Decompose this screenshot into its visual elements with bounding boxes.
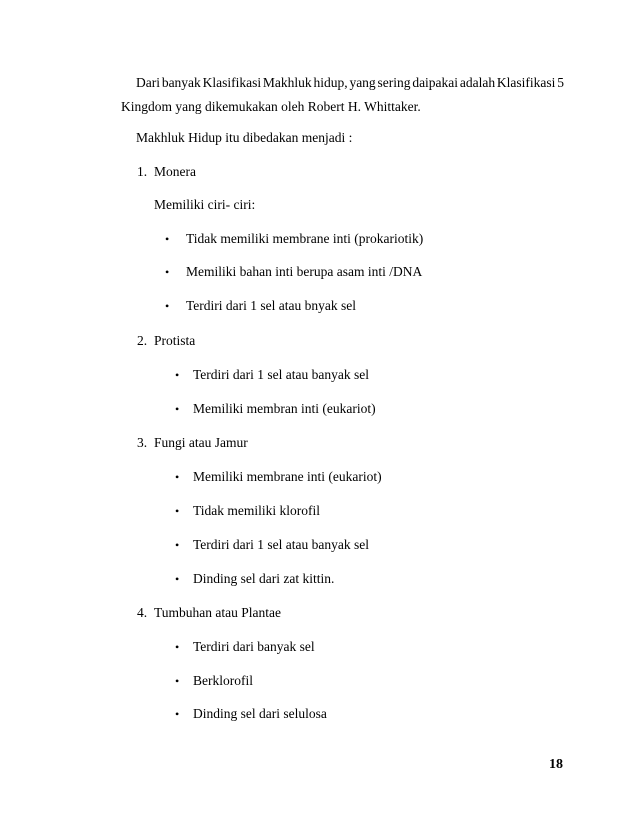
list-item: Terdiri dari 1 sel atau banyak sel xyxy=(193,367,369,382)
intro-word: yang xyxy=(349,75,376,90)
page-number: 18 xyxy=(549,757,563,772)
section-number: 2. xyxy=(137,333,148,348)
intro-word: adalah xyxy=(459,75,496,90)
intro-word: 5 xyxy=(557,75,564,90)
intro-word: sering xyxy=(377,75,411,90)
intro-word: Klasifikasi xyxy=(202,75,262,90)
intro-word: Makhluk xyxy=(262,75,312,90)
list-item: Tidak memiliki membrane inti (prokariotik) xyxy=(186,231,424,246)
bullet-icon: • xyxy=(175,707,180,721)
section-title: Fungi atau Jamur xyxy=(154,435,248,450)
bullet-icon: • xyxy=(175,674,180,688)
list-item: Dinding sel dari zat kittin. xyxy=(193,571,335,586)
section-subtitle: Memiliki ciri- ciri: xyxy=(154,197,256,212)
section-number: 1. xyxy=(137,164,148,179)
list-item: Terdiri dari 1 sel atau banyak sel xyxy=(193,537,369,552)
section-number: 3. xyxy=(137,435,148,450)
intro-word: banyak xyxy=(161,75,201,90)
bullet-icon: • xyxy=(175,572,180,586)
list-item: Memiliki membrane inti (eukariot) xyxy=(193,469,382,484)
list-item: Memiliki bahan inti berupa asam inti /DNA xyxy=(186,264,423,279)
bullet-icon: • xyxy=(165,265,170,279)
list-item: Memiliki membran inti (eukariot) xyxy=(193,401,376,416)
bullet-icon: • xyxy=(175,538,180,552)
bullet-icon: • xyxy=(175,640,180,654)
list-item: Dinding sel dari selulosa xyxy=(193,706,327,721)
section-number: 4. xyxy=(137,605,148,620)
bullet-icon: • xyxy=(175,402,180,416)
bullet-icon: • xyxy=(175,504,180,518)
section-title: Tumbuhan atau Plantae xyxy=(154,605,281,620)
bullet-icon: • xyxy=(175,470,180,484)
list-item: Terdiri dari banyak sel xyxy=(193,639,315,654)
intro-line-1 xyxy=(121,75,564,91)
intro-word: hidup, xyxy=(313,75,348,90)
list-item: Tidak memiliki klorofil xyxy=(193,503,321,518)
intro-word: daipakai xyxy=(412,75,459,90)
intro-word: Klasifikasi xyxy=(496,75,556,90)
bullet-icon: • xyxy=(165,299,170,313)
section-title: Monera xyxy=(154,164,196,179)
list-item: Terdiri dari 1 sel atau bnyak sel xyxy=(186,298,356,313)
intro-line-2: Kingdom yang dikemukakan oleh Robert H. Whittaker. xyxy=(121,99,421,114)
lead-sentence: Makhluk Hidup itu dibedakan menjadi : xyxy=(136,130,353,145)
intro-word: Dari xyxy=(136,75,160,90)
bullet-icon: • xyxy=(175,368,180,382)
list-item: Berklorofil xyxy=(193,673,253,688)
bullet-icon: • xyxy=(165,232,170,246)
section-title: Protista xyxy=(154,333,196,348)
